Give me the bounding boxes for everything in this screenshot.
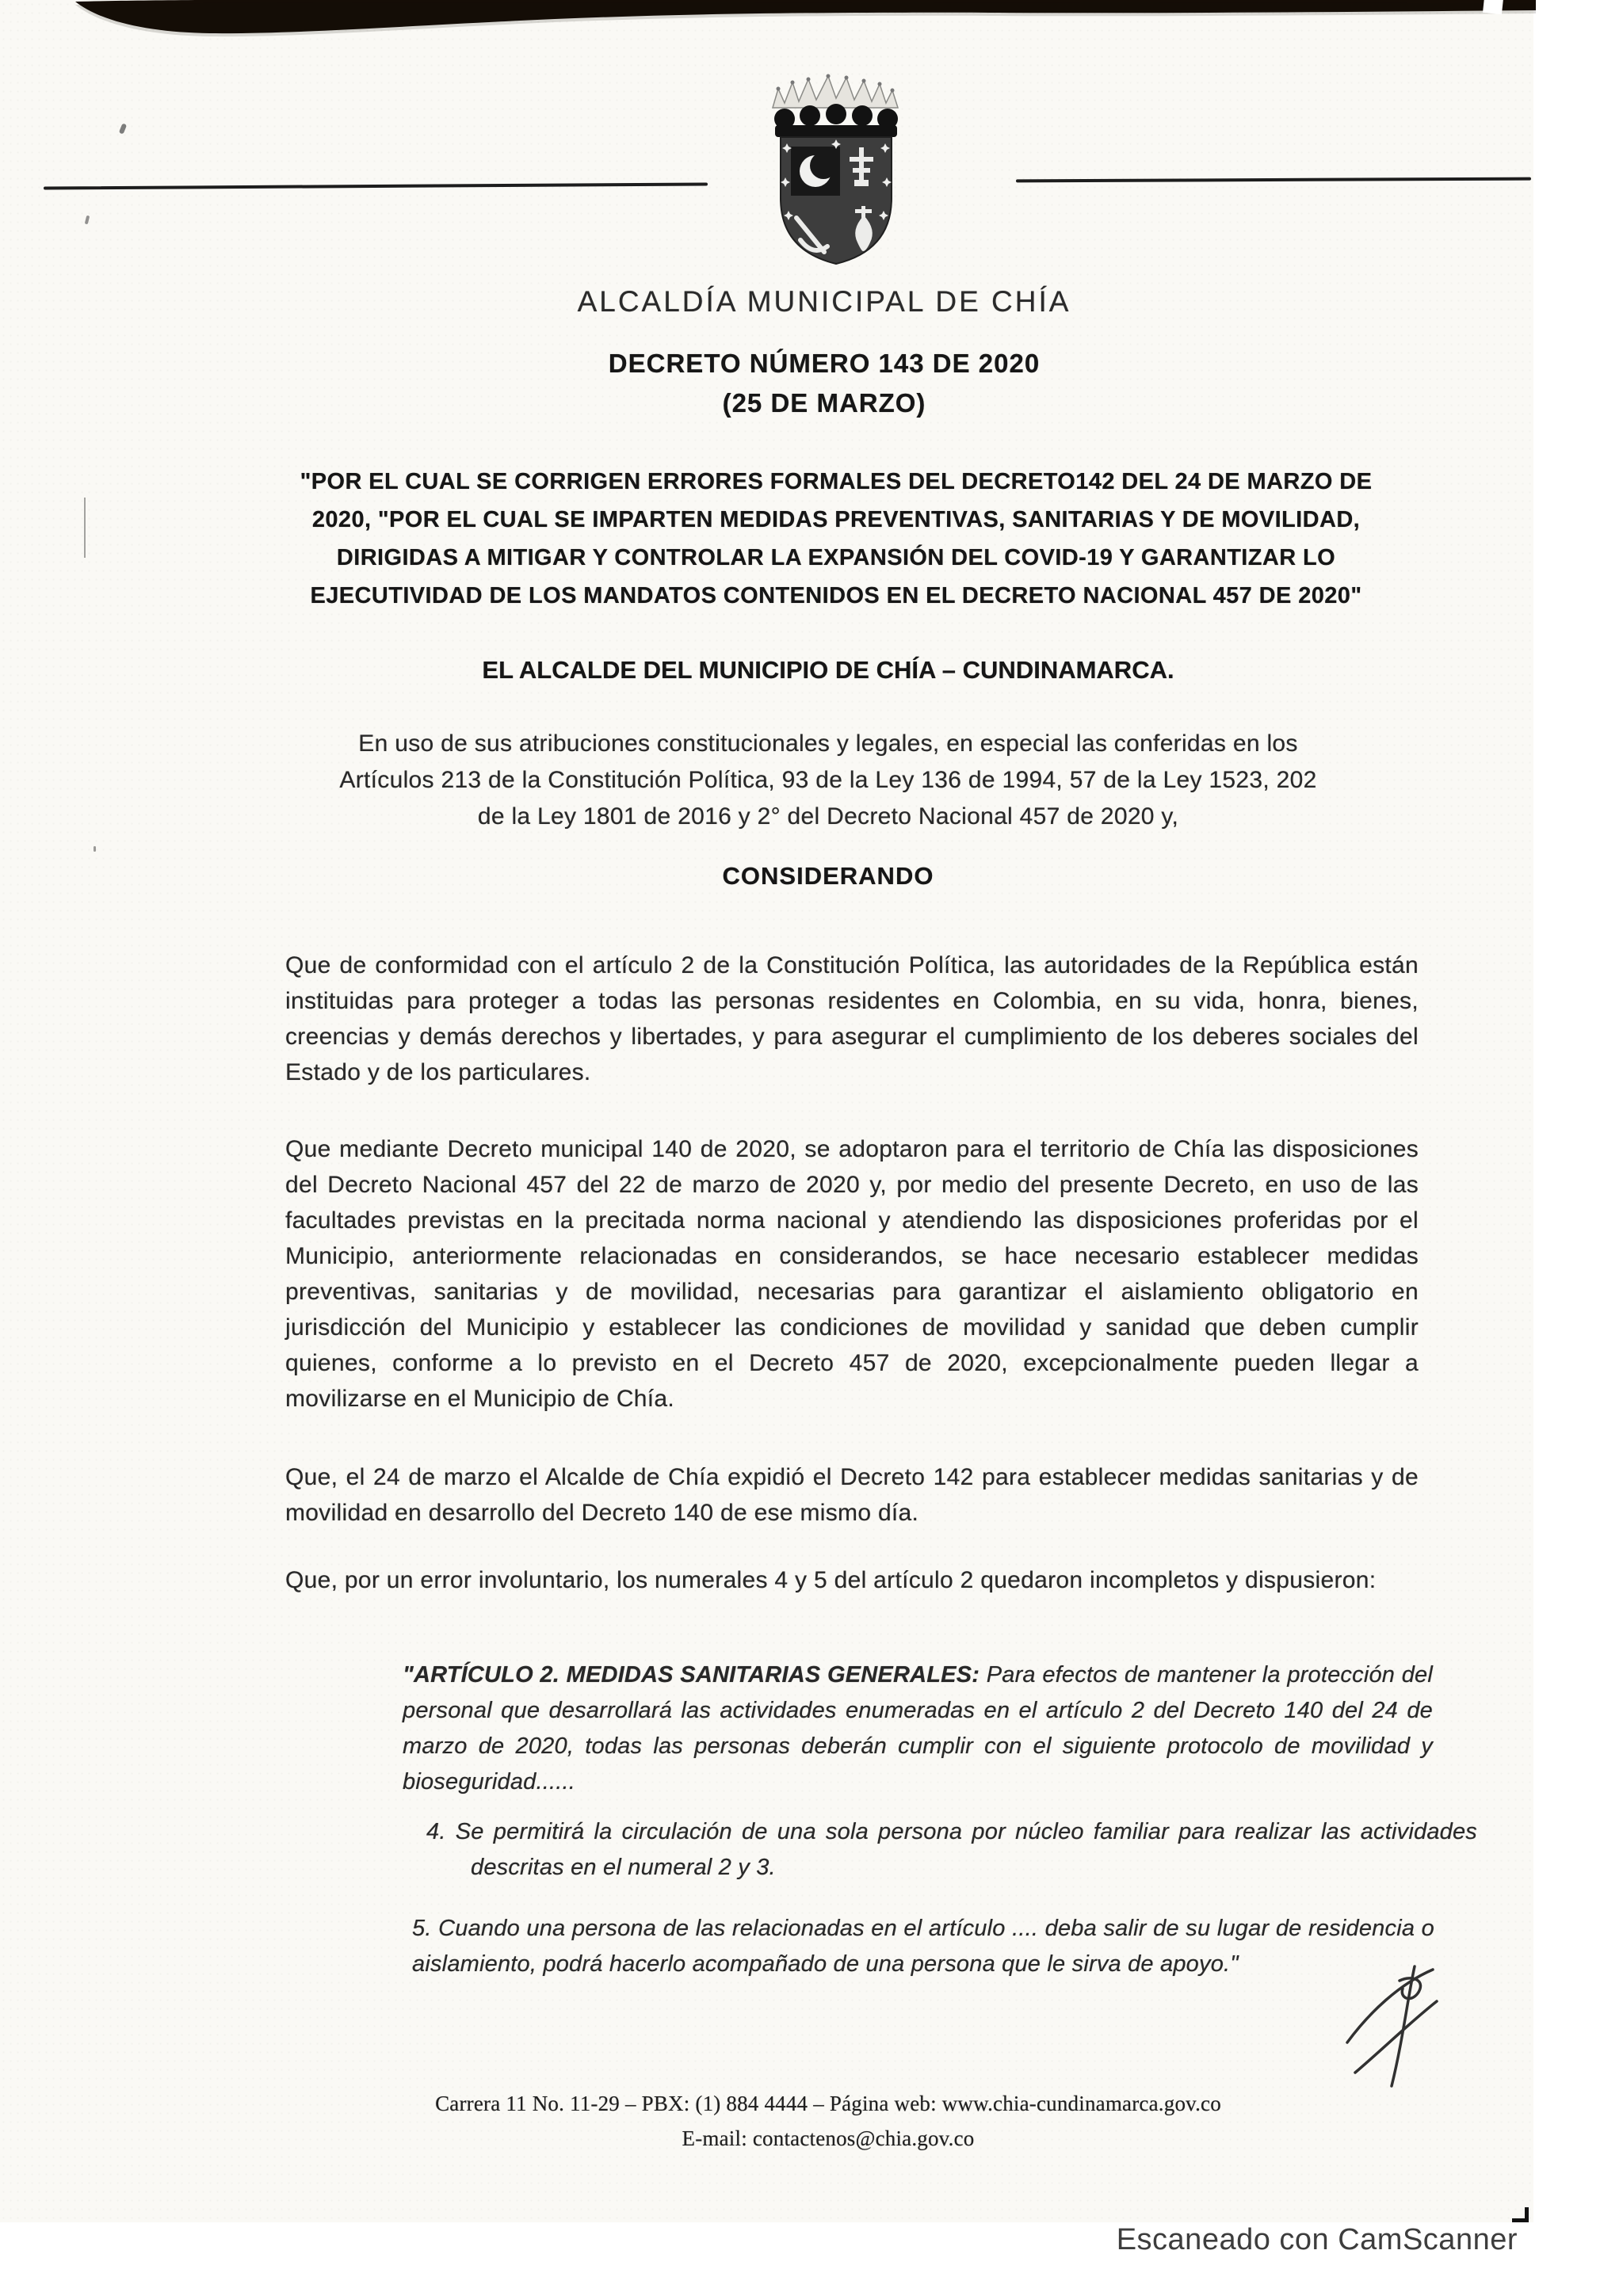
decree-title-line: "POR EL CUAL SE CORRIGEN ERRORES FORMALES DEL DECRETO142 DEL 24 DE MARZO DE <box>300 469 1373 494</box>
quoted-article-body: Para efectos de mantener la protección del personal que desarrollará las actividades enumeradas en el artículo 2 del Decreto 140 del 24 de marzo de 2020, todas las personas deberán cumplir con el siguiente protocolo de movilidad y bioseguridad...... <box>403 1662 1434 1794</box>
header-rule-right <box>1016 177 1531 183</box>
decree-title-line: EJECUTIVIDAD DE LOS MANDATOS CONTENIDOS EN EL DECRETO NACIONAL 457 DE 2020" <box>310 583 1362 608</box>
footer-email: E-mail: contactenos@chia.gov.co <box>682 2126 975 2150</box>
decree-number: DECRETO NÚMERO 143 DE 2020 <box>608 349 1041 378</box>
chia-coat-of-arms <box>761 71 911 277</box>
scan-shadow-top-bar <box>0 0 1537 41</box>
authority-line: EL ALCALDE DEL MUNICIPIO DE CHÍA – CUNDINAMARCA. <box>482 656 1174 684</box>
page-edge-corner-mark <box>1512 2207 1529 2223</box>
considerando-paragraph-4: Que, por un error involuntario, los numerales 4 y 5 del artículo 2 quedaron incompletos y dispusieron: <box>285 1567 1377 1593</box>
decree-title <box>0 469 1623 609</box>
quoted-article-lead: "ARTÍCULO 2. MEDIDAS SANITARIAS GENERALES: <box>403 1662 980 1688</box>
quoted-item-5-text: Cuando una persona de las relacionadas en el artículo .... deba salir de su lugar de residencia o aislamiento, podrá hacerlo acompañado de una persona que le sirva de apoyo." <box>412 1916 1434 1977</box>
scan-artifact-speck <box>119 123 127 134</box>
decree-title-line: 2020, "POR EL CUAL SE IMPARTEN MEDIDAS PREVENTIVAS, SANITARIAS Y DE MOVILIDAD, <box>311 507 1361 532</box>
scan-artifact-speck <box>94 846 96 852</box>
preamble-line: de la Ley 1801 de 2016 y 2° del Decreto Nacional 457 de 2020 y, <box>477 803 1179 830</box>
decree-date: (25 DE MARZO) <box>722 388 926 418</box>
preamble <box>0 730 1623 830</box>
crown-band <box>775 125 897 137</box>
preamble-line: En uso de sus atribuciones constitucionales y legales, en especial las conferidas en los <box>358 730 1298 757</box>
signature-mark <box>1338 1963 1445 2094</box>
considerando-heading: CONSIDERANDO <box>722 862 934 890</box>
quoted-item-4-text: Se permitirá la circulación de una sola persona por núcleo familiar para realizar las actividades descritas en el numeral 2 y 3. <box>455 1819 1477 1880</box>
decree-title-line: DIRIGIDAS A MITIGAR Y CONTROLAR LA EXPANSIÓN DEL COVID-19 Y GARANTIZAR LO <box>336 545 1336 570</box>
header-rule-left <box>44 182 708 189</box>
institution-name: ALCALDÍA MUNICIPAL DE CHÍA <box>577 285 1071 318</box>
quoted-item-4 <box>426 1814 1477 1886</box>
considerando-paragraph-2: Que mediante Decreto municipal 140 de 2020, se adoptaron para el territorio de Chía las disposiciones del Decreto Nacional 457 del 22 de marzo de 2020 y, por medio del presente Decreto, en uso de las facultades previstas en la precitada norma nacional y atendiendo las disposiciones proferidas por el Municipio, anteriormente relacionadas en considerandos, se hace necesario establecer medidas preventivas, sanitarias y de movilidad, necesarias para garantizar el aislamiento obligatorio en jurisdicción del Municipio y establecer las condiciones de movilidad y sanidad que deben cumplir quienes, conforme a lo previsto en el Decreto 457 de 2020, excepcionalmente pueden llegar a movilizarse en el Municipio de Chía. <box>285 1136 1419 1412</box>
considerando-paragraph-1: Que de conformidad con el artículo 2 de la Constitución Política, las autoridades de la República están instituidas para proteger a todas las personas residentes en Colombia, en su vida, honra, bienes, creencias y demás derechos y libertades, y para asegurar el cumplimiento de los deberes sociales del Estado y de los particulares. <box>285 952 1419 1085</box>
scan-artifact-line <box>84 498 86 558</box>
quoted-article-2 <box>403 1657 1433 1800</box>
quoted-item-5 <box>412 1911 1434 1982</box>
quoted-item-4-number: 4. <box>426 1819 446 1844</box>
considerando-paragraph-3: Que, el 24 de marzo el Alcalde de Chía expidió el Decreto 142 para establecer medidas sanitarias y de movilidad en desarrollo del Decreto 140 de ese mismo día. <box>285 1464 1419 1526</box>
scan-artifact-speck <box>85 215 90 225</box>
quoted-item-5-number: 5. <box>412 1916 432 1941</box>
camscanner-watermark: Escaneado con CamScanner <box>1116 2223 1518 2256</box>
preamble-line: Artículos 213 de la Constitución Política, 93 de la Ley 136 de 1994, 57 de la Ley 1523, 202 <box>339 767 1317 793</box>
footer-address: Carrera 11 No. 11-29 – PBX: (1) 884 4444 – Página web: www.chia-cundinamarca.gov.co <box>435 2092 1221 2115</box>
